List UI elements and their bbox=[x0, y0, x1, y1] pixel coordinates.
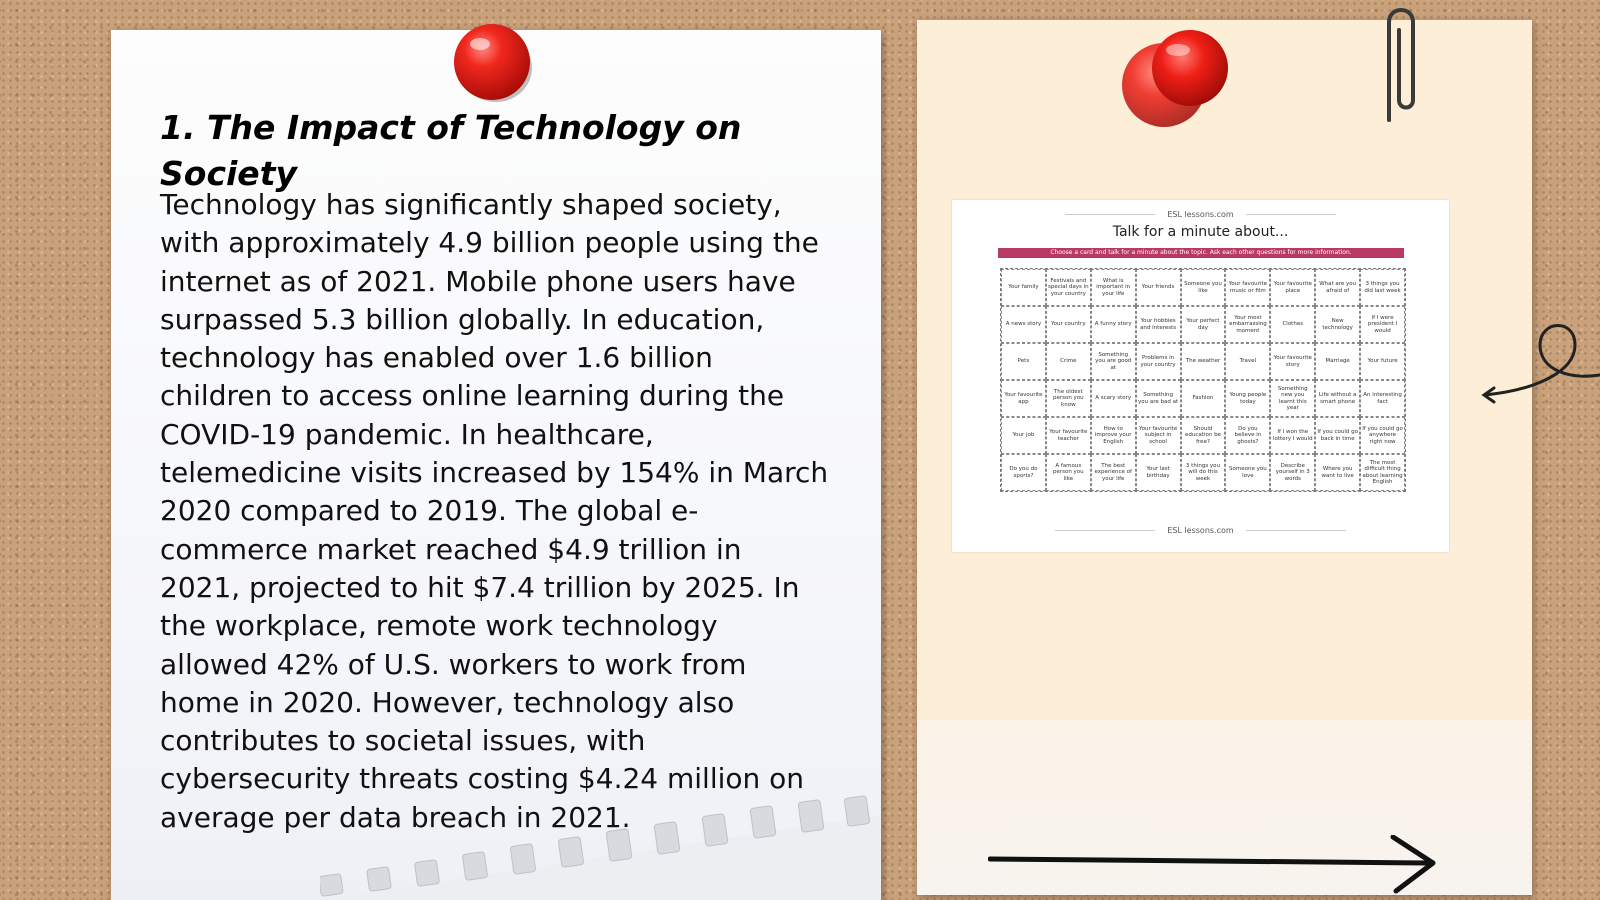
worksheet-topic-cell: If you could go anywhere right now bbox=[1360, 417, 1405, 454]
worksheet-site-label: ESL lessons.com bbox=[952, 210, 1449, 219]
worksheet-topic-cell: Your country bbox=[1046, 306, 1091, 343]
worksheet-topic-cell: Your perfect day bbox=[1181, 306, 1226, 343]
worksheet-topic-cell: Young people today bbox=[1225, 380, 1270, 417]
worksheet-topic-cell: A news story bbox=[1001, 306, 1046, 343]
worksheet-topic-cell: A famous person you like bbox=[1046, 454, 1091, 491]
worksheet-topic-cell: What is important in your life bbox=[1091, 269, 1136, 306]
worksheet-topic-cell: Festivals and special days in your country bbox=[1046, 269, 1091, 306]
worksheet-topic-cell: Your favourite app bbox=[1001, 380, 1046, 417]
worksheet-topic-cell: Your job bbox=[1001, 417, 1046, 454]
red-pushpin-icon bbox=[1120, 30, 1240, 130]
worksheet-topic-cell: Your family bbox=[1001, 269, 1046, 306]
worksheet-topic-cell: Your most embarrassing moment bbox=[1225, 306, 1270, 343]
worksheet-topic-cell: The most difficult thing about learning English bbox=[1360, 454, 1405, 491]
worksheet-topic-cell: How to improve your English bbox=[1091, 417, 1136, 454]
worksheet-topic-cell: Something new you learnt this year bbox=[1270, 380, 1315, 417]
worksheet-topic-cell: Your favourite teacher bbox=[1046, 417, 1091, 454]
worksheet-topic-cell: 3 things you did last week bbox=[1360, 269, 1405, 306]
worksheet-topic-cell: Do you believe in ghosts? bbox=[1225, 417, 1270, 454]
worksheet-image bbox=[952, 200, 1449, 552]
worksheet-topic-cell: Life without a smart phone bbox=[1315, 380, 1360, 417]
worksheet-topic-cell: The oldest person you know bbox=[1046, 380, 1091, 417]
worksheet-topic-cell: Where you want to live bbox=[1315, 454, 1360, 491]
worksheet-topic-cell: If you could go back in time bbox=[1315, 417, 1360, 454]
worksheet-topic-cell: Do you do sports? bbox=[1001, 454, 1046, 491]
worksheet-topic-cell: The best experience of your life bbox=[1091, 454, 1136, 491]
worksheet-topic-cell: Pets bbox=[1001, 343, 1046, 380]
worksheet-topic-cell: The weather bbox=[1181, 343, 1226, 380]
worksheet-topic-cell: Problems in your country bbox=[1136, 343, 1181, 380]
arrow-right-icon bbox=[988, 835, 1448, 895]
worksheet-topic-cell: Travel bbox=[1225, 343, 1270, 380]
worksheet-topic-cell: Something you are good at bbox=[1091, 343, 1136, 380]
worksheet-topic-cell: What are you afraid of bbox=[1315, 269, 1360, 306]
worksheet-topic-cell: Your favourite story bbox=[1270, 343, 1315, 380]
worksheet-topic-cell: Your friends bbox=[1136, 269, 1181, 306]
worksheet-instruction-banner: Choose a card and talk for a minute about the topic. Ask each other questions for more information. bbox=[998, 248, 1404, 258]
worksheet-topic-cell: Fashion bbox=[1181, 380, 1226, 417]
worksheet-topic-cell: Your favourite subject in school bbox=[1136, 417, 1181, 454]
worksheet-topic-cell: Describe yourself in 3 words bbox=[1270, 454, 1315, 491]
slide-body-text: Technology has significantly shaped society, with approximately 4.9 billion people using the internet as of 2021. Mobile phone users have surpassed 5.3 billion globally. In education, technology has enabled over 1.6 billion children to access online learning during the COVID-19 pandemic. In healthcare, telemedicine visits increased by 154% in March 2020 compared to 2019. The global e-commerce market reached $4.9 trillion in 2021, projected to hit $7.4 trillion by 2025. In the workplace, remote work technology allowed 42% of U.S. workers to work from home in 2020. However, technology also contributes to societal issues, with cybersecurity threats costing $4.24 million on average per data breach in 2021. bbox=[160, 188, 829, 834]
worksheet-topic-cell: 3 things you will do this week bbox=[1181, 454, 1226, 491]
worksheet-topic-cell: Something you are bad at bbox=[1136, 380, 1181, 417]
worksheet-topic-cell: An interesting fact bbox=[1360, 380, 1405, 417]
worksheet-topic-cell: If I were president I would bbox=[1360, 306, 1405, 343]
worksheet-topic-cell: A funny story bbox=[1091, 306, 1136, 343]
worksheet-topic-cell: A scary story bbox=[1091, 380, 1136, 417]
worksheet-topic-cell: Someone you love bbox=[1225, 454, 1270, 491]
red-pushpin-icon bbox=[452, 22, 534, 104]
paperclip-icon bbox=[1375, 0, 1419, 125]
worksheet-topic-cell: Marriage bbox=[1315, 343, 1360, 380]
worksheet-topic-cell: Crime bbox=[1046, 343, 1091, 380]
worksheet-topic-cell: Clothes bbox=[1270, 306, 1315, 343]
worksheet-topic-cell: Someone you like bbox=[1181, 269, 1226, 306]
worksheet-topic-cell: If I won the lottery I would bbox=[1270, 417, 1315, 454]
worksheet-topic-cell: Your future bbox=[1360, 343, 1405, 380]
worksheet-topic-grid bbox=[1000, 268, 1406, 492]
worksheet-topic-cell: Your favourite place bbox=[1270, 269, 1315, 306]
slide-title: 1. The Impact of Technology on Society bbox=[160, 108, 742, 193]
worksheet-footer-label: ESL lessons.com bbox=[952, 526, 1449, 535]
worksheet-title: Talk for a minute about... bbox=[1112, 224, 1289, 240]
worksheet-topic-cell: Your last birthday bbox=[1136, 454, 1181, 491]
curly-arrow-doodle-icon bbox=[1480, 310, 1600, 410]
worksheet-topic-cell: Your hobbies and interests bbox=[1136, 306, 1181, 343]
worksheet-topic-cell: Your favourite music or film bbox=[1225, 269, 1270, 306]
worksheet-topic-cell: Should education be free? bbox=[1181, 417, 1226, 454]
worksheet-topic-cell: New technology bbox=[1315, 306, 1360, 343]
